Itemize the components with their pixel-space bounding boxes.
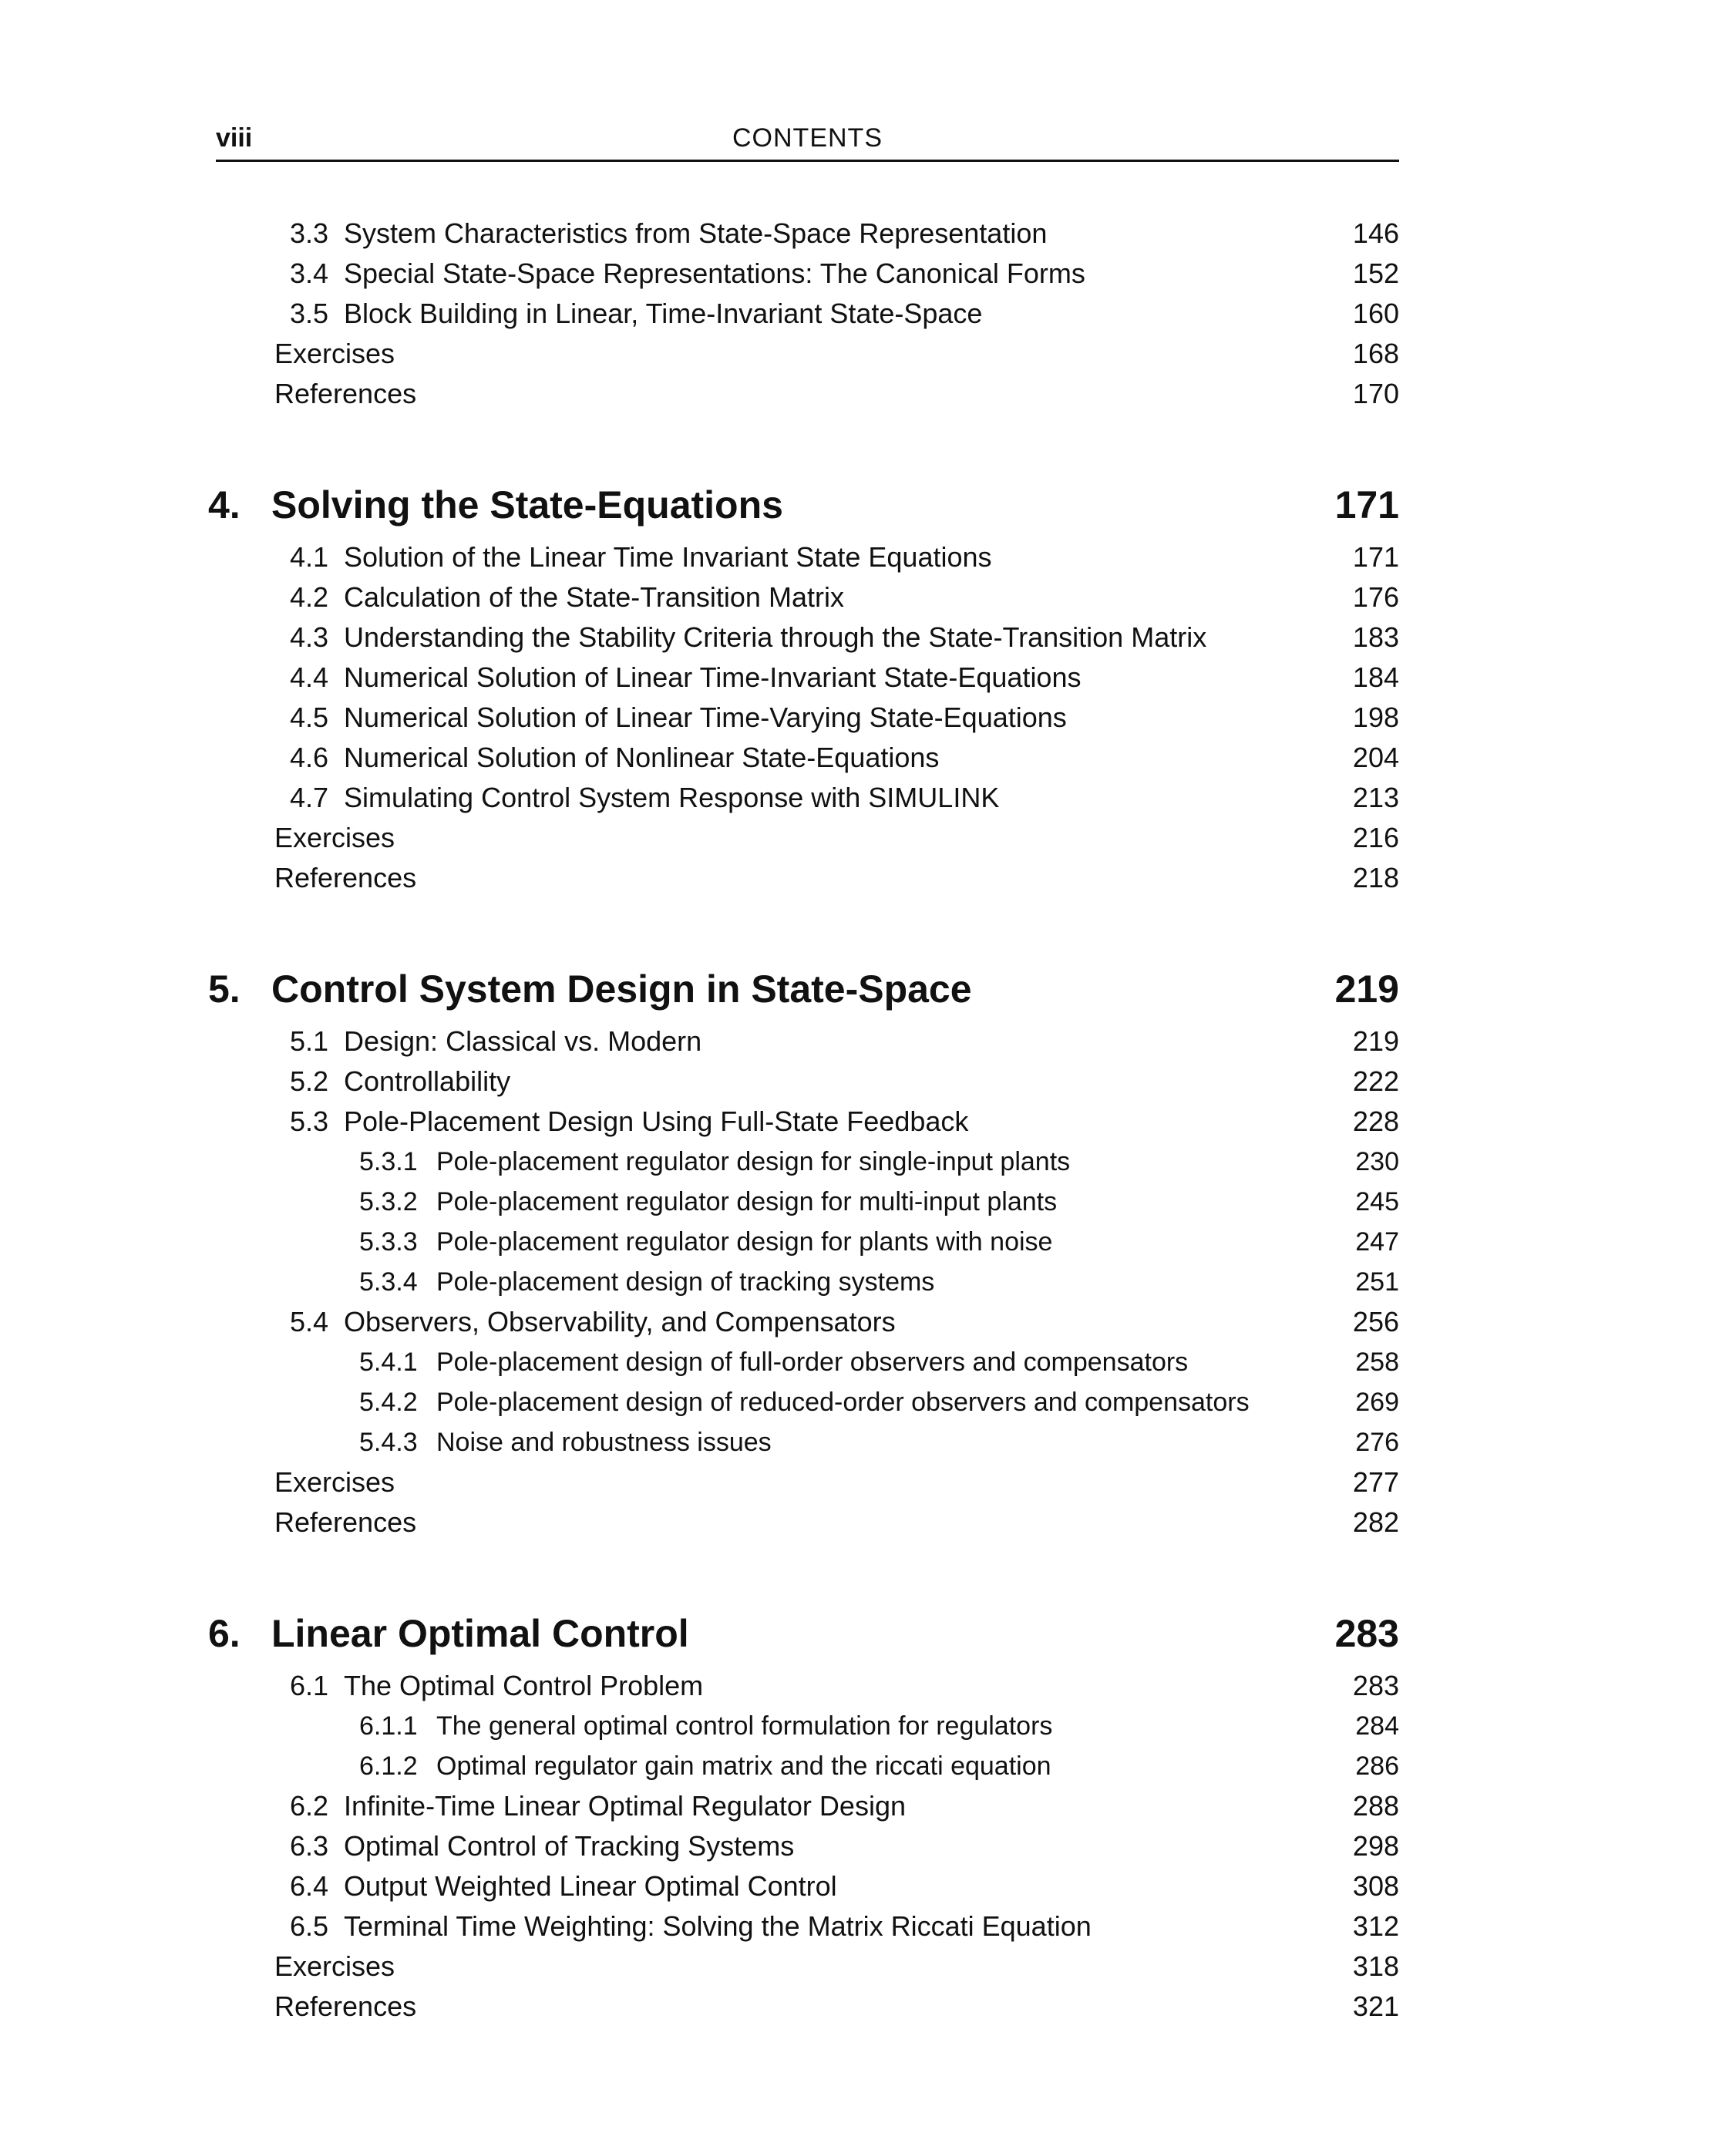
toc-entry-6-1-1 — [208, 1706, 1399, 1746]
toc-entry-5-4-2 — [208, 1382, 1399, 1422]
toc-entry-page: 219 — [1352, 1025, 1399, 1057]
toc-entry-3-5 — [208, 294, 1399, 334]
toc-entry-page: 218 — [1352, 862, 1399, 893]
toc-entry-exercises — [208, 1947, 1399, 1987]
toc-entry-5-2 — [208, 1062, 1399, 1102]
toc-entry-title: Simulating Control System Response with SIMULINK — [344, 782, 1000, 813]
toc-entry-page: 312 — [1352, 1910, 1399, 1942]
toc-entry-4-4 — [208, 658, 1399, 698]
toc-entry-page: 146 — [1352, 217, 1399, 249]
toc-entry-number: 5.4 — [290, 1306, 329, 1338]
toc-entry-exercises — [208, 334, 1399, 374]
toc-entry-title: Pole-placement regulator design for single-input plants — [436, 1147, 1071, 1176]
toc-entry-title: Exercises — [274, 1466, 395, 1498]
toc-entry-title: Terminal Time Weighting: Solving the Matrix Riccati Equation — [344, 1910, 1092, 1942]
toc-entry-page: 152 — [1352, 257, 1399, 289]
toc-entry-page: 228 — [1352, 1105, 1399, 1137]
toc-entry-title: Output Weighted Linear Optimal Control — [344, 1870, 837, 1902]
toc-entry-number: 5.3.4 — [359, 1267, 418, 1297]
toc-entry-4-7 — [208, 778, 1399, 818]
toc-entry-5-4-1 — [208, 1342, 1399, 1382]
toc-entry-page: 230 — [1355, 1147, 1399, 1176]
toc-entry-title: Special State-Space Representations: The Canonical Forms — [344, 257, 1085, 289]
chapter-number: 4. — [208, 483, 241, 527]
toc-entry-references — [208, 374, 1399, 414]
toc-entry-6-5 — [208, 1906, 1399, 1947]
toc-entry-number: 6.2 — [290, 1790, 329, 1822]
toc-entry-title: Understanding the Stability Criteria through the State-Transition Matrix — [344, 621, 1207, 653]
toc-entry-title: Optimal regulator gain matrix and the riccati equation — [436, 1751, 1051, 1781]
toc-entry-number: 5.3 — [290, 1105, 329, 1137]
toc-entry-page: 288 — [1352, 1790, 1399, 1822]
toc-entry-page: 298 — [1352, 1830, 1399, 1862]
toc-entry-title: Pole-placement regulator design for multi-input plants — [436, 1187, 1058, 1216]
chapter-title: Control System Design in State-Space — [271, 967, 972, 1011]
toc-entry-exercises — [208, 818, 1399, 858]
toc-entry-page: 283 — [1352, 1670, 1399, 1701]
toc-entry-title: References — [274, 378, 417, 409]
toc-entry-6-2 — [208, 1786, 1399, 1826]
toc-entry-number: 4.7 — [290, 782, 329, 813]
toc-entry-title: Block Building in Linear, Time-Invariant State-Space — [344, 298, 983, 329]
toc-entry-title: Exercises — [274, 1950, 395, 1982]
toc-entry-number: 5.2 — [290, 1065, 329, 1097]
toc-entry-number: 4.6 — [290, 742, 329, 773]
toc-entry-page: 282 — [1352, 1506, 1399, 1538]
toc-entry-title: Design: Classical vs. Modern — [344, 1025, 702, 1057]
toc-entry-title: The Optimal Control Problem — [344, 1670, 704, 1701]
running-head: CONTENTS — [732, 123, 883, 153]
toc-entry-title: References — [274, 862, 417, 893]
toc-entry-4-3 — [208, 617, 1399, 658]
toc-entry-title: Calculation of the State-Transition Matrix — [344, 581, 844, 613]
toc-entry-title: References — [274, 1506, 417, 1538]
toc-entry-6-1-2 — [208, 1746, 1399, 1786]
chapter-title: Solving the State-Equations — [271, 483, 783, 527]
toc-entry-number: 6.4 — [290, 1870, 329, 1902]
toc-entry-page: 170 — [1352, 378, 1399, 409]
page-header — [216, 119, 1399, 162]
toc-entry-title: Pole-Placement Design Using Full-State Feedback — [344, 1105, 969, 1137]
toc-entry-page: 160 — [1352, 298, 1399, 329]
toc-entry-title: Solution of the Linear Time Invariant State Equations — [344, 541, 992, 573]
toc-entry-number: 6.1 — [290, 1670, 329, 1701]
toc-entry-page: 251 — [1355, 1267, 1399, 1297]
toc-entry-references — [208, 858, 1399, 898]
toc-entry-number: 4.4 — [290, 661, 329, 693]
toc-entry-title: Pole-placement design of full-order observers and compensators — [436, 1348, 1189, 1377]
toc-entry-page: 258 — [1355, 1348, 1399, 1377]
toc-entry-number: 5.1 — [290, 1025, 329, 1057]
toc-entry-page: 183 — [1352, 621, 1399, 653]
toc-entry-page: 245 — [1355, 1187, 1399, 1216]
toc-entry-page: 276 — [1355, 1428, 1399, 1457]
chapter-heading-4 — [208, 482, 1399, 528]
toc-entry-page: 321 — [1352, 1990, 1399, 2022]
toc-entry-number: 5.3.1 — [359, 1147, 418, 1176]
toc-entry-number: 5.4.3 — [359, 1428, 418, 1457]
toc-entry-number: 4.5 — [290, 702, 329, 733]
toc-entry-5-3 — [208, 1102, 1399, 1142]
toc-entry-title: The general optimal control formulation for regulators — [436, 1711, 1053, 1741]
toc-entry-page: 318 — [1352, 1950, 1399, 1982]
chapter-heading-5 — [208, 966, 1399, 1012]
page-number: viii — [216, 123, 253, 153]
toc-entry-3-3 — [208, 214, 1399, 254]
toc-entry-page: 204 — [1352, 742, 1399, 773]
toc-entry-page: 213 — [1352, 782, 1399, 813]
toc-entry-page: 222 — [1352, 1065, 1399, 1097]
toc-entry-page: 256 — [1352, 1306, 1399, 1338]
toc-entry-title: Pole-placement design of reduced-order observers and compensators — [436, 1388, 1250, 1417]
toc-entry-page: 168 — [1352, 338, 1399, 369]
chapter-number: 6. — [208, 1612, 241, 1655]
chapter-page: 283 — [1334, 1612, 1399, 1655]
toc-entry-number: 6.1.2 — [359, 1751, 418, 1781]
toc-entry-title: Pole-placement regulator design for plants with noise — [436, 1227, 1053, 1257]
toc-entry-page: 284 — [1355, 1711, 1399, 1741]
toc-entry-page: 198 — [1352, 702, 1399, 733]
toc-entry-number: 4.1 — [290, 541, 329, 573]
toc-entry-4-2 — [208, 577, 1399, 617]
chapter-page: 219 — [1334, 967, 1399, 1011]
toc-entry-number: 5.4.2 — [359, 1388, 418, 1417]
toc-entry-5-1 — [208, 1021, 1399, 1062]
toc-entry-5-3-2 — [208, 1182, 1399, 1222]
toc-entry-page: 277 — [1352, 1466, 1399, 1498]
toc-entry-page: 269 — [1355, 1388, 1399, 1417]
toc-entry-title: Observers, Observability, and Compensators — [344, 1306, 896, 1338]
toc-entry-references — [208, 1987, 1399, 2027]
toc-entry-number: 3.5 — [290, 298, 329, 329]
toc-entry-number: 5.4.1 — [359, 1348, 418, 1377]
toc-entry-number: 3.3 — [290, 217, 329, 249]
toc-entry-page: 308 — [1352, 1870, 1399, 1902]
chapter-page: 171 — [1334, 483, 1399, 527]
toc-entry-page: 176 — [1352, 581, 1399, 613]
toc-entry-title: Numerical Solution of Linear Time-Varying State-Equations — [344, 702, 1067, 733]
toc-entry-page: 184 — [1352, 661, 1399, 693]
toc-entry-4-5 — [208, 698, 1399, 738]
toc-entry-title: Noise and robustness issues — [436, 1428, 772, 1457]
toc-entry-page: 216 — [1352, 822, 1399, 853]
toc-entry-title: Infinite-Time Linear Optimal Regulator Design — [344, 1790, 906, 1822]
toc-entry-references — [208, 1502, 1399, 1543]
toc-entry-6-4 — [208, 1866, 1399, 1906]
chapter-title: Linear Optimal Control — [271, 1612, 689, 1655]
toc-entry-title: References — [274, 1990, 417, 2022]
toc-entry-3-4 — [208, 254, 1399, 294]
toc-entry-title: Numerical Solution of Linear Time-Invariant State-Equations — [344, 661, 1082, 693]
toc-entry-5-4 — [208, 1302, 1399, 1342]
toc-entry-title: Exercises — [274, 338, 395, 369]
toc-entry-page: 247 — [1355, 1227, 1399, 1257]
toc-entry-number: 4.3 — [290, 621, 329, 653]
toc-entry-number: 6.5 — [290, 1910, 329, 1942]
toc-entry-title: Exercises — [274, 822, 395, 853]
toc-entry-number: 5.3.3 — [359, 1227, 418, 1257]
toc-entry-title: Numerical Solution of Nonlinear State-Equations — [344, 742, 940, 773]
toc-entry-page: 171 — [1352, 541, 1399, 573]
chapter-heading-6 — [208, 1610, 1399, 1657]
toc-entry-number: 6.1.1 — [359, 1711, 418, 1741]
toc-entry-title: Controllability — [344, 1065, 511, 1097]
toc-entry-number: 5.3.2 — [359, 1187, 418, 1216]
toc-entry-number: 3.4 — [290, 257, 329, 289]
toc-entry-number: 4.2 — [290, 581, 329, 613]
toc-entry-5-3-3 — [208, 1222, 1399, 1262]
toc-entry-6-1 — [208, 1666, 1399, 1706]
toc-entry-title: Optimal Control of Tracking Systems — [344, 1830, 795, 1862]
toc-entry-4-1 — [208, 537, 1399, 577]
toc-entry-6-3 — [208, 1826, 1399, 1866]
toc-entry-5-4-3 — [208, 1422, 1399, 1462]
chapter-number: 5. — [208, 967, 241, 1011]
toc-entry-5-3-1 — [208, 1142, 1399, 1182]
toc-entry-title: Pole-placement design of tracking systems — [436, 1267, 935, 1297]
toc-entry-4-6 — [208, 738, 1399, 778]
toc-entry-5-3-4 — [208, 1262, 1399, 1302]
toc-entry-exercises — [208, 1462, 1399, 1502]
toc-entry-page: 286 — [1355, 1751, 1399, 1781]
toc-entry-title: System Characteristics from State-Space Representation — [344, 217, 1048, 249]
toc-entry-number: 6.3 — [290, 1830, 329, 1862]
